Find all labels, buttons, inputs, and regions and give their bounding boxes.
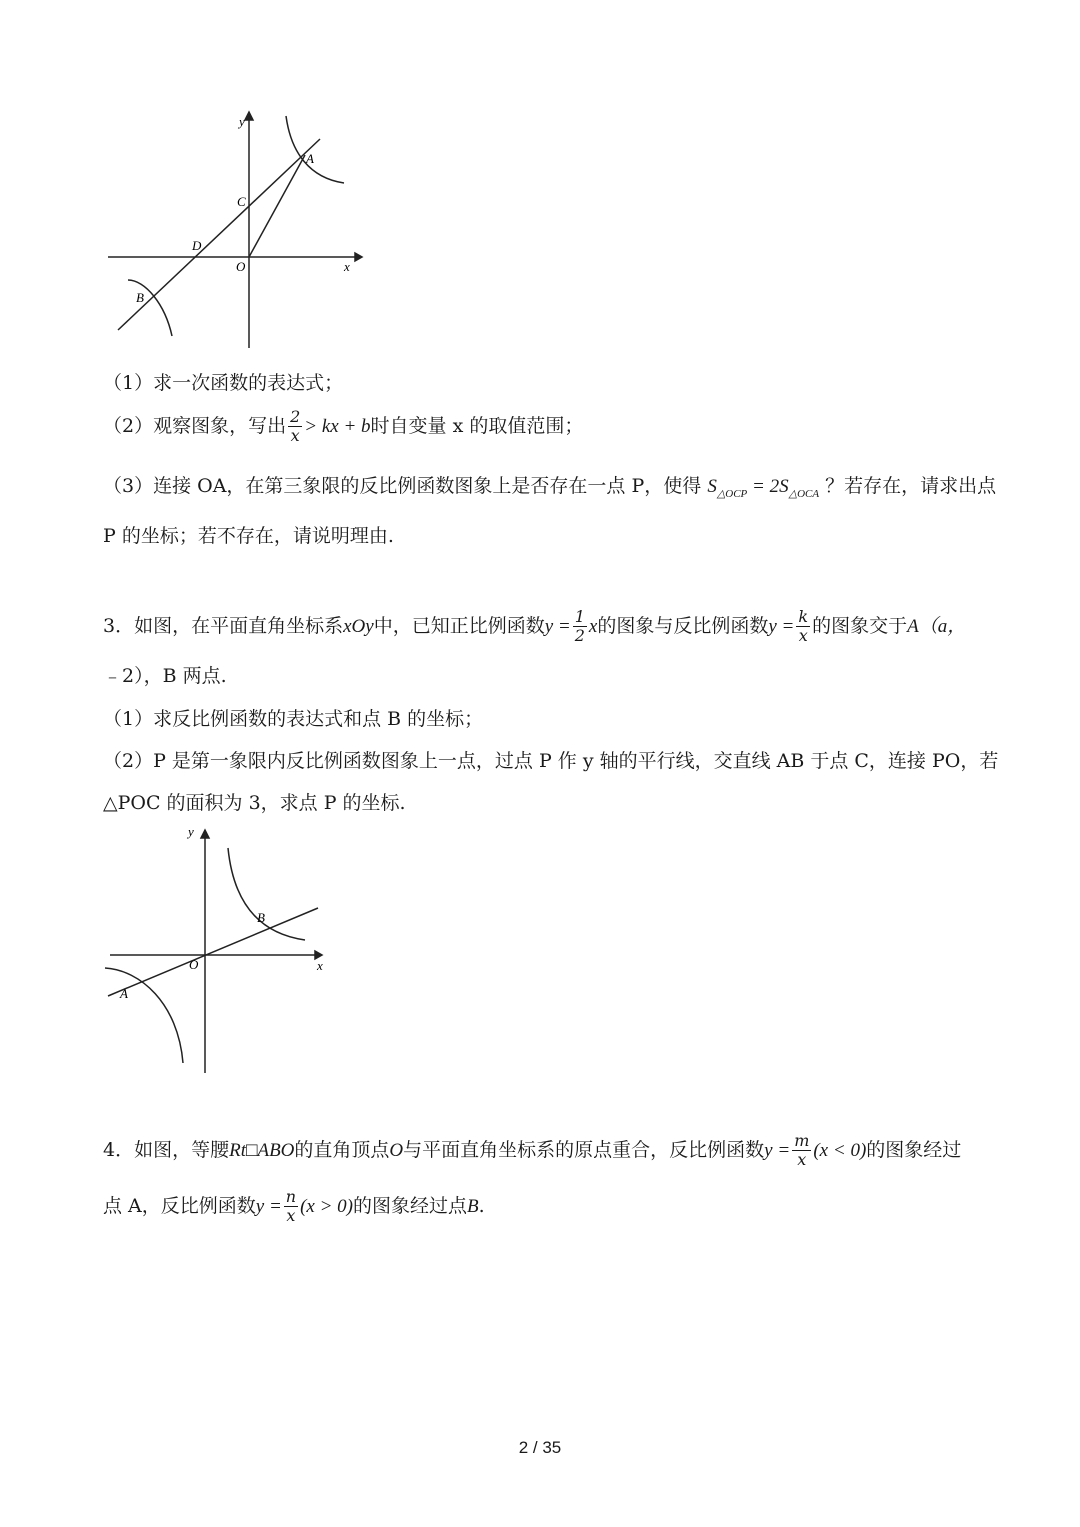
q2-part-1: （1）求一次函数的表达式； <box>103 372 344 394</box>
figure-2 <box>100 818 340 1078</box>
fig1-label-c: C <box>237 194 246 209</box>
fig2-label-y: y <box>188 824 194 839</box>
q3-part-2: （2）P 是第一象限内反比例函数图象上一点，过点 P 作 y 轴的平行线，交直线 AB 于点 C，连接 PO，若 <box>103 750 999 772</box>
q2-part-3-line-2: P 的坐标；若不存在，请说明理由. <box>103 525 394 547</box>
segment-oa <box>249 155 305 257</box>
fig1-label-b: B <box>136 290 144 305</box>
fig2-label-a: A <box>120 986 128 1001</box>
q3-intro-line-2: ﹣2），B 两点. <box>103 665 227 687</box>
fig1-label-y: y <box>239 114 245 129</box>
q2-part-2: （2）观察图象，写出 $\frac{2}{x}$ > kx + b 时自变量 x 的取值范围； <box>103 407 584 445</box>
fraction-n-over-x: $\frac{n}{x}$ <box>285 1187 297 1225</box>
page-number: 2 / 35 <box>518 1438 562 1457</box>
q4-intro: 4．如图，等腰 Rt□ ABO 的直角顶点 O 与平面直角坐标系的原点重合，反比例函数 y = $\frac{m}{x}$ (x < 0) 的图象经过 <box>103 1131 962 1169</box>
figure-1 <box>100 108 370 353</box>
fraction-m-over-x: $\frac{m}{x}$ <box>794 1131 810 1169</box>
fig1-label-o: O <box>236 259 246 274</box>
figure-1-graph <box>100 108 370 353</box>
q3-intro: 3．如图，在平面直角坐标系 xOy 中，已知正比例函数 y = $\frac{1}{2}$ x 的图象与反比例函数 y = $\frac{k}{x}$ 的图象交于 A（a， <box>103 607 967 645</box>
fig2-label-b: B <box>257 910 265 925</box>
fraction-1-over-2: $\frac{1}{2}$ <box>574 607 585 645</box>
hyperbola-branch-q1 <box>228 848 305 940</box>
q4-intro-line-2: 点 A，反比例函数 y = $\frac{n}{x}$ (x > 0) 的图象经过点 B . <box>103 1187 485 1225</box>
q3-part-1: （1）求反比例函数的表达式和点 B 的坐标； <box>103 708 484 730</box>
q2-part-3: （3）连接 OA，在第三象限的反比例函数图象上是否存在一点 P，使得 $S_{\triangle OCP} = 2S_{\triangle OCA}$ ？若存在，请求出点 <box>103 475 997 500</box>
line-ab <box>118 139 320 330</box>
q3-part-2-line-2: △POC 的面积为 3，求点 P 的坐标. <box>103 792 406 814</box>
hyperbola-branch-q3 <box>105 968 183 1063</box>
inequality-expression: > kx + b <box>304 416 371 437</box>
fraction-2-over-x: $\frac{2}{x}$ <box>290 407 301 445</box>
fig1-label-a: A <box>306 151 314 166</box>
hyperbola-branch-q3 <box>128 280 172 336</box>
y-axis-arrow <box>201 830 209 838</box>
figure-2-graph <box>100 818 340 1078</box>
fig2-label-o: O <box>189 957 199 972</box>
y-axis-arrow <box>245 112 253 120</box>
x-axis-arrow <box>355 253 362 261</box>
fig1-label-d: D <box>192 238 202 253</box>
fraction-k-over-x: $\frac{k}{x}$ <box>798 607 809 645</box>
fig1-label-x: x <box>344 259 350 274</box>
line-ab <box>108 908 318 996</box>
fig2-label-x: x <box>317 958 323 973</box>
